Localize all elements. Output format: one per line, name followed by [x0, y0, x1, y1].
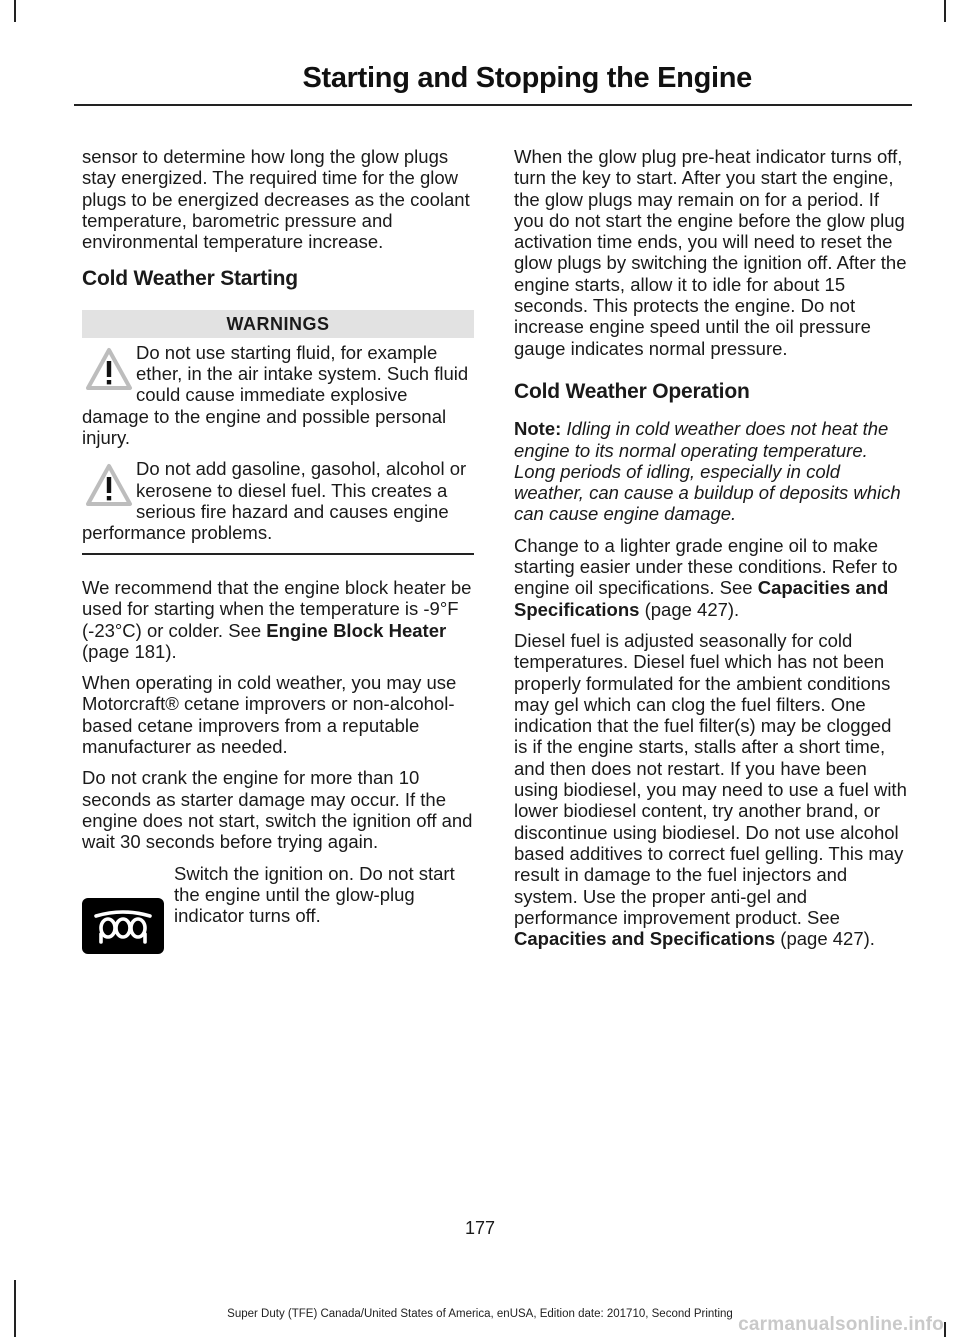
- diesel-fuel-paragraph: Diesel fuel is adjusted seasonally for cold temperatures. Diesel fuel which has not been properly formulated for the ambient conditions may gel which can clog the fuel filters. One indication that the fuel filter(s) may be clogged is if the engine starts, stalls after a short time, and then does not restart. If you have been using biodiesel, you may need to use a fuel with lower biodiesel content, try another brand, or discontinue using biodiesel. Do not use alcohol based additives to correct fuel gelling. This may result in damage to the fuel injectors and system. Use the proper anti-gel and performance improvement product. See Capacities and Specifications (page 427).: [514, 629, 907, 950]
- right-column: [514, 146, 908, 959]
- crop-mark-top-right: [944, 0, 946, 22]
- intro-paragraph: sensor to determine how long the glow plugs stay energized. The required time for the glow plugs to be energized decreases as the coolant temperature, barometric pressure and environmental temperature increase.: [82, 146, 470, 253]
- section-heading-cold-weather-starting: Cold Weather Starting: [82, 267, 298, 291]
- footer-edition: Super Duty (TFE) Canada/United States of America, enUSA, Edition date: 201710, Second Printing: [227, 1308, 733, 1320]
- warnings-end-rule: [82, 553, 474, 555]
- note-text: Idling in cold weather does not heat the engine to its normal operating temperature. Long periods of idling, especially in cold weather, can cause a buildup of deposits which can cause engine damage.: [514, 418, 901, 525]
- glow-plug-coil-icon: [82, 898, 164, 954]
- warning-text-starting-fluid: Do not use starting fluid, for example ether, in the air intake system. Such fluid could cause immediate explosive damage to the engine and possible personal injury.: [82, 341, 469, 448]
- note-paragraph: [514, 418, 908, 524]
- left-column: [82, 146, 474, 936]
- warnings-header: WARNINGS: [82, 310, 474, 338]
- page-number: 177: [464, 1218, 496, 1238]
- preheat-paragraph: When the glow plug pre-heat indicator turns off, turn the key to start. After you start the engine, the glow plugs may remain on for a period. If you do not start the engine before the glow plug activation time ends, you will need to reset the glow plugs by switching the ignition off. After the engine starts, allow it to idle for about 15 seconds. This protects the engine. Do not increase engine speed until the oil pressure gauge indicates normal pressure.: [514, 146, 907, 359]
- glow-plug-text: Switch the ignition on. Do not start the engine until the glow-plug indicator turns off.: [174, 862, 455, 927]
- crop-mark-top-left: [14, 0, 16, 22]
- warning-text-gasoline: Do not add gasoline, gasohol, alcohol or kerosene to diesel fuel. This creates a serious fire hazard and causes engine performance problems.: [82, 458, 467, 544]
- crop-mark-bottom-right: [944, 1322, 946, 1337]
- header-rule: [74, 104, 912, 106]
- engine-oil-paragraph: Change to a lighter grade engine oil to make starting easier under these conditions. Refer to engine oil specifications. See Capacities and Specifications (page 427).: [514, 534, 898, 620]
- warning-item: [82, 458, 474, 543]
- crank-paragraph: Do not crank the engine for more than 10 seconds as starter damage may occur. If the engine does not start, switch the ignition off and wait 30 seconds before trying again.: [82, 767, 473, 853]
- warning-triangle-icon: [82, 344, 136, 394]
- glow-plug-indicator-icon: [82, 898, 164, 954]
- warning-item: [82, 342, 474, 448]
- page-header-title: Starting and Stopping the Engine: [302, 62, 752, 94]
- watermark: carmanualsonline.info: [738, 1314, 944, 1335]
- warning-triangle-icon: [82, 460, 136, 510]
- note-label: Note:: [514, 418, 562, 440]
- engine-block-heater-link[interactable]: Engine Block Heater: [266, 619, 447, 641]
- block-heater-paragraph: We recommend that the engine block heater be used for starting when the temperature is -9°F (-23°C) or colder. See Engine Block Heater (page 181).: [82, 576, 472, 662]
- cetane-paragraph: When operating in cold weather, you may use Motorcraft® cetane improvers or non-alcohol-based cetane improvers from a reputable manufacturer as needed.: [82, 672, 457, 758]
- capacities-link[interactable]: Capacities and Specifications: [514, 928, 776, 950]
- capacities-link[interactable]: Capacities and Specifications: [514, 577, 889, 620]
- section-heading-cold-weather-operation: Cold Weather Operation: [514, 379, 750, 403]
